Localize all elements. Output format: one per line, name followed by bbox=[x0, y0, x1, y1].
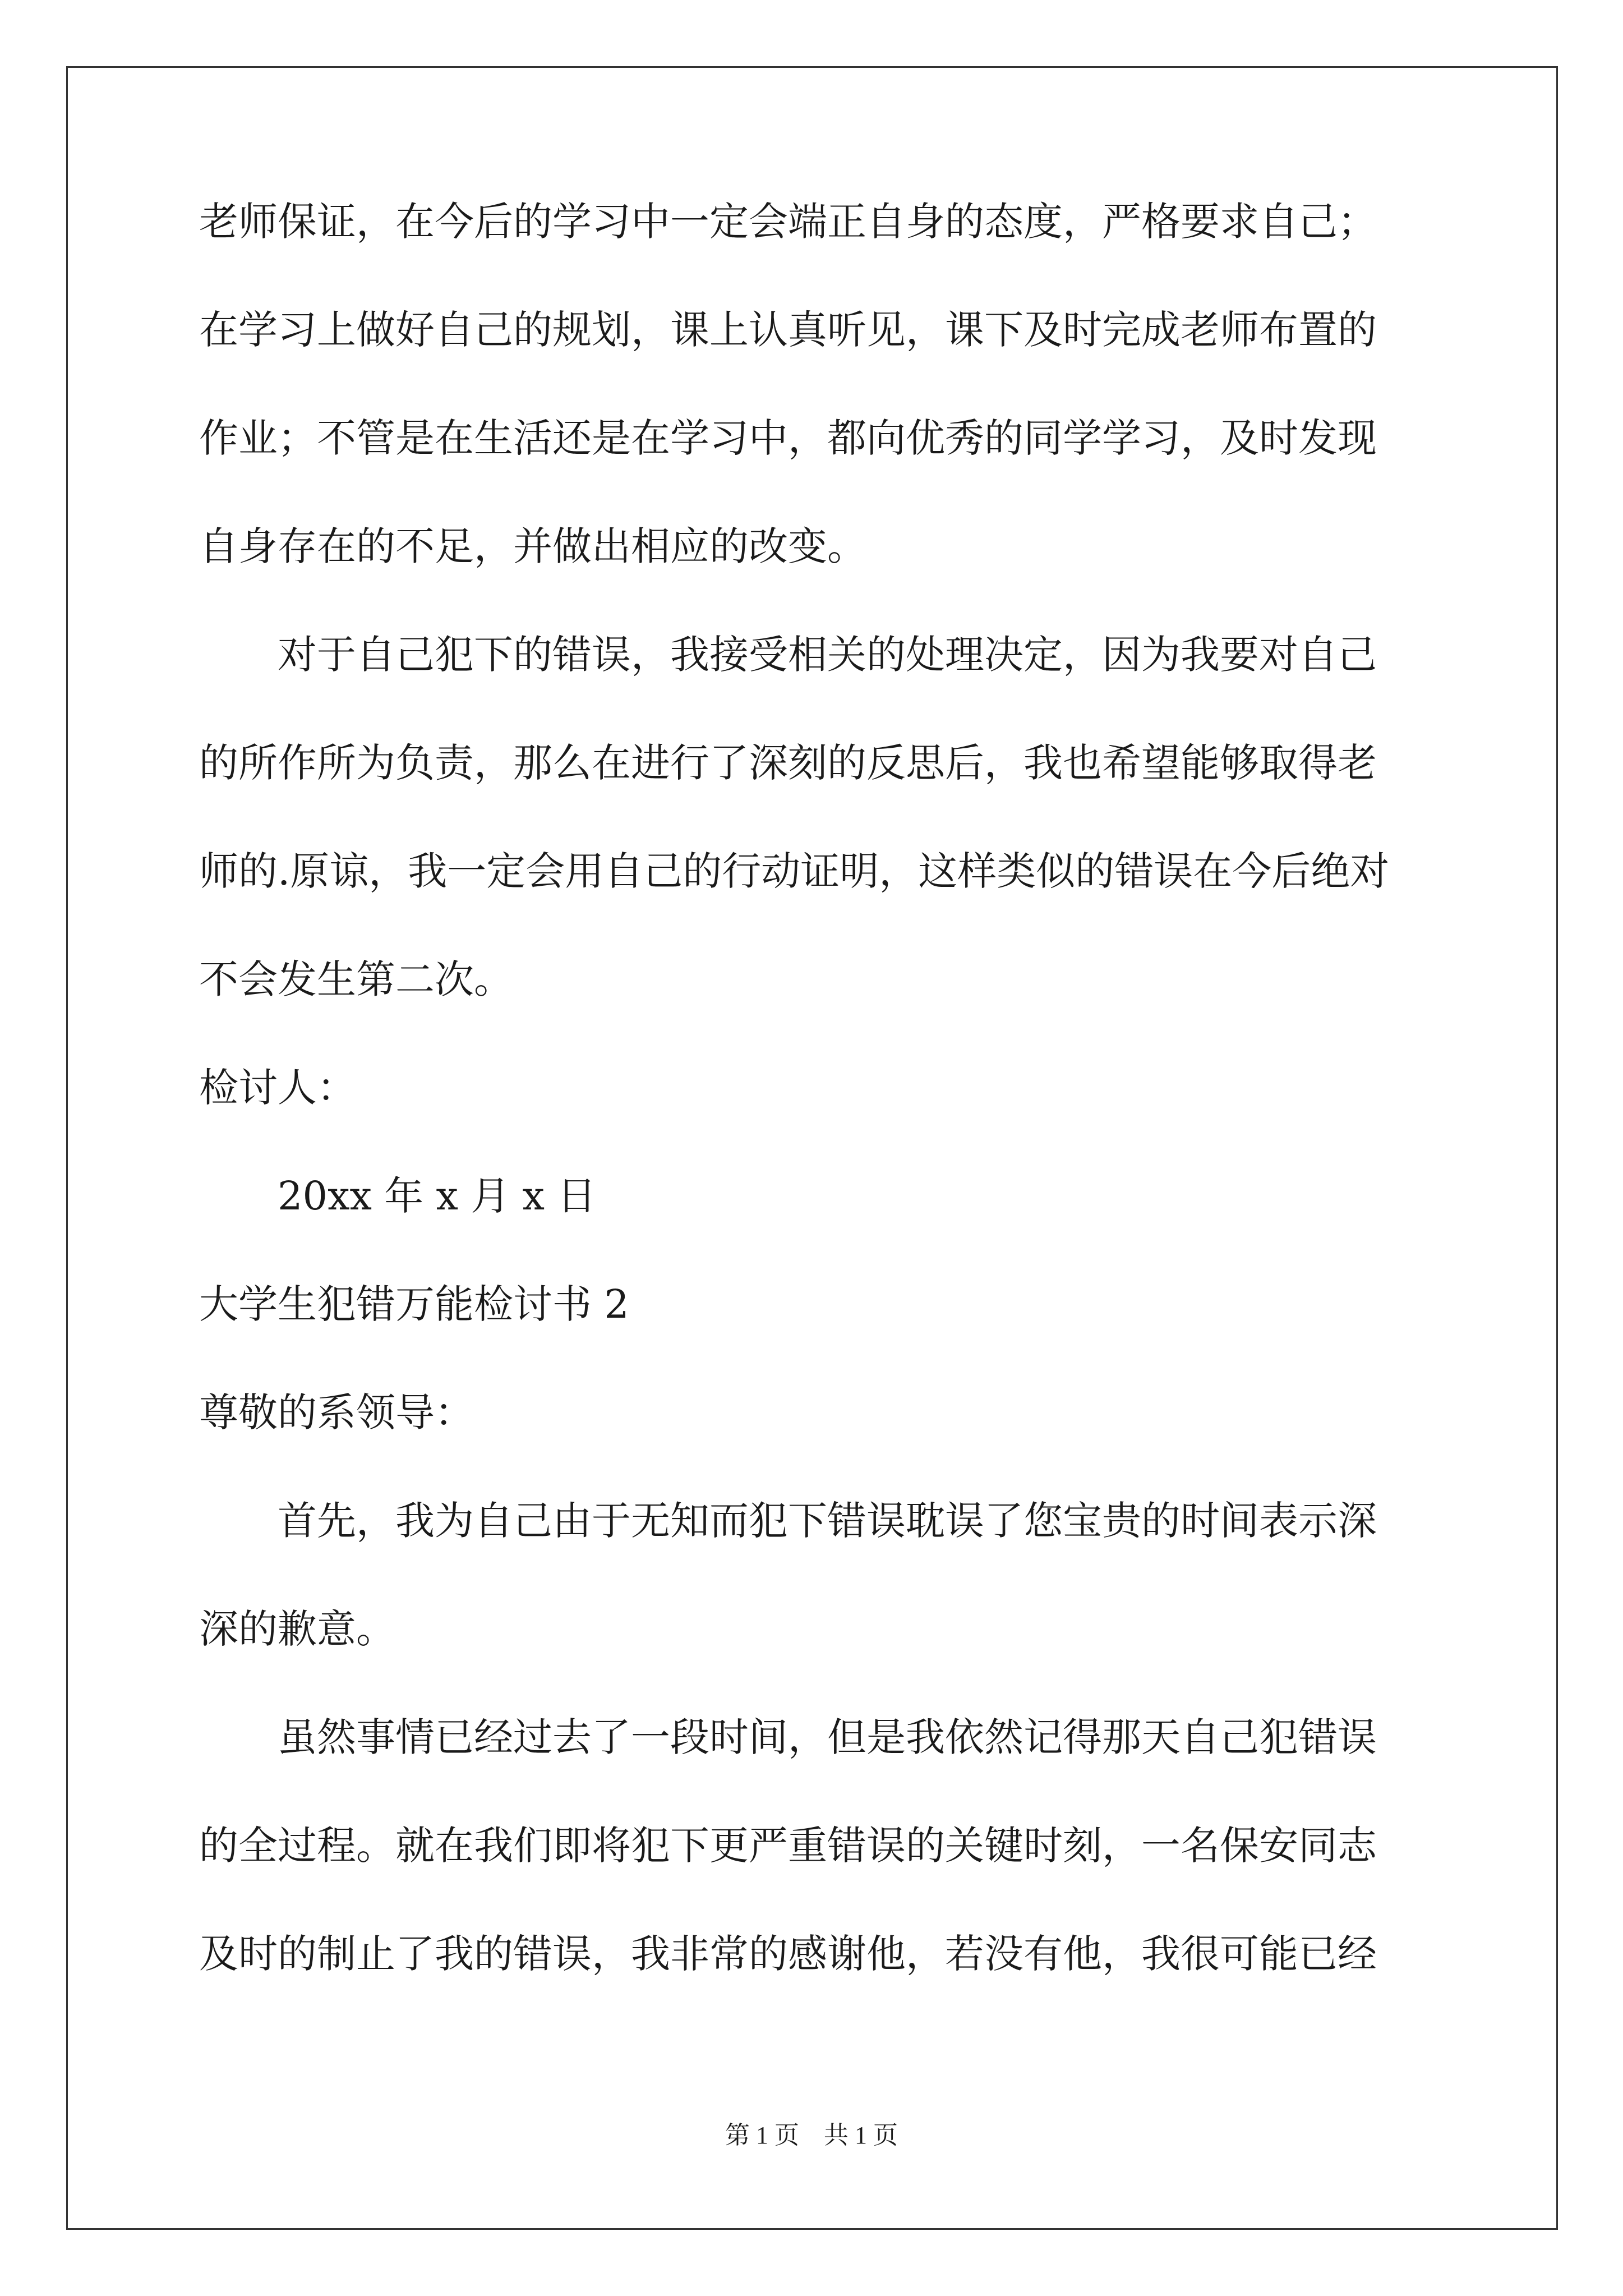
body-line: 老师保证，在今后的学习中一定会端正自身的态度，严格要求自己； bbox=[199, 199, 1377, 245]
body-line: 作业；不管是在生活还是在学习中，都向优秀的同学学习，及时发现 bbox=[199, 415, 1377, 461]
body-line: 不会发生第二次。 bbox=[199, 956, 513, 1002]
paragraph-first-line: 虽然事情已经过去了一段时间，但是我依然记得那天自己犯错误 bbox=[278, 1714, 1377, 1760]
salutation: 尊敬的系领导： bbox=[199, 1389, 474, 1435]
body-line: 深的歉意。 bbox=[199, 1606, 395, 1652]
body-line: 自身存在的不足，并做出相应的改变。 bbox=[199, 523, 866, 569]
date-line: 20xx 年 x 月 x 日 bbox=[278, 1173, 597, 1219]
body-line: 在学习上做好自己的规划，课上认真听见，课下及时完成老师布置的 bbox=[199, 307, 1377, 353]
signature-label: 检讨人： bbox=[199, 1065, 356, 1111]
body-line: 的全过程。就在我们即将犯下更严重错误的关键时刻，一名保安同志 bbox=[199, 1823, 1377, 1869]
body-line: 的所作所为负责，那么在进行了深刻的反思后，我也希望能够取得老 bbox=[199, 740, 1377, 786]
page-number-footer: 第 1 页 共 1 页 bbox=[725, 2122, 898, 2149]
paragraph-first-line: 对于自己犯下的错误，我接受相关的处理决定，因为我要对自己 bbox=[278, 632, 1377, 678]
page-border bbox=[66, 66, 1558, 2230]
body-line: 师的.原谅，我一定会用自己的行动证明，这样类似的错误在今后绝对 bbox=[199, 848, 1390, 894]
paragraph-first-line: 首先，我为自己由于无知而犯下错误耽误了您宝贵的时间表示深 bbox=[278, 1498, 1377, 1544]
section-title: 大学生犯错万能检讨书 2 bbox=[199, 1281, 629, 1327]
body-line: 及时的制止了我的错误，我非常的感谢他，若没有他，我很可能已经 bbox=[199, 1931, 1377, 1977]
